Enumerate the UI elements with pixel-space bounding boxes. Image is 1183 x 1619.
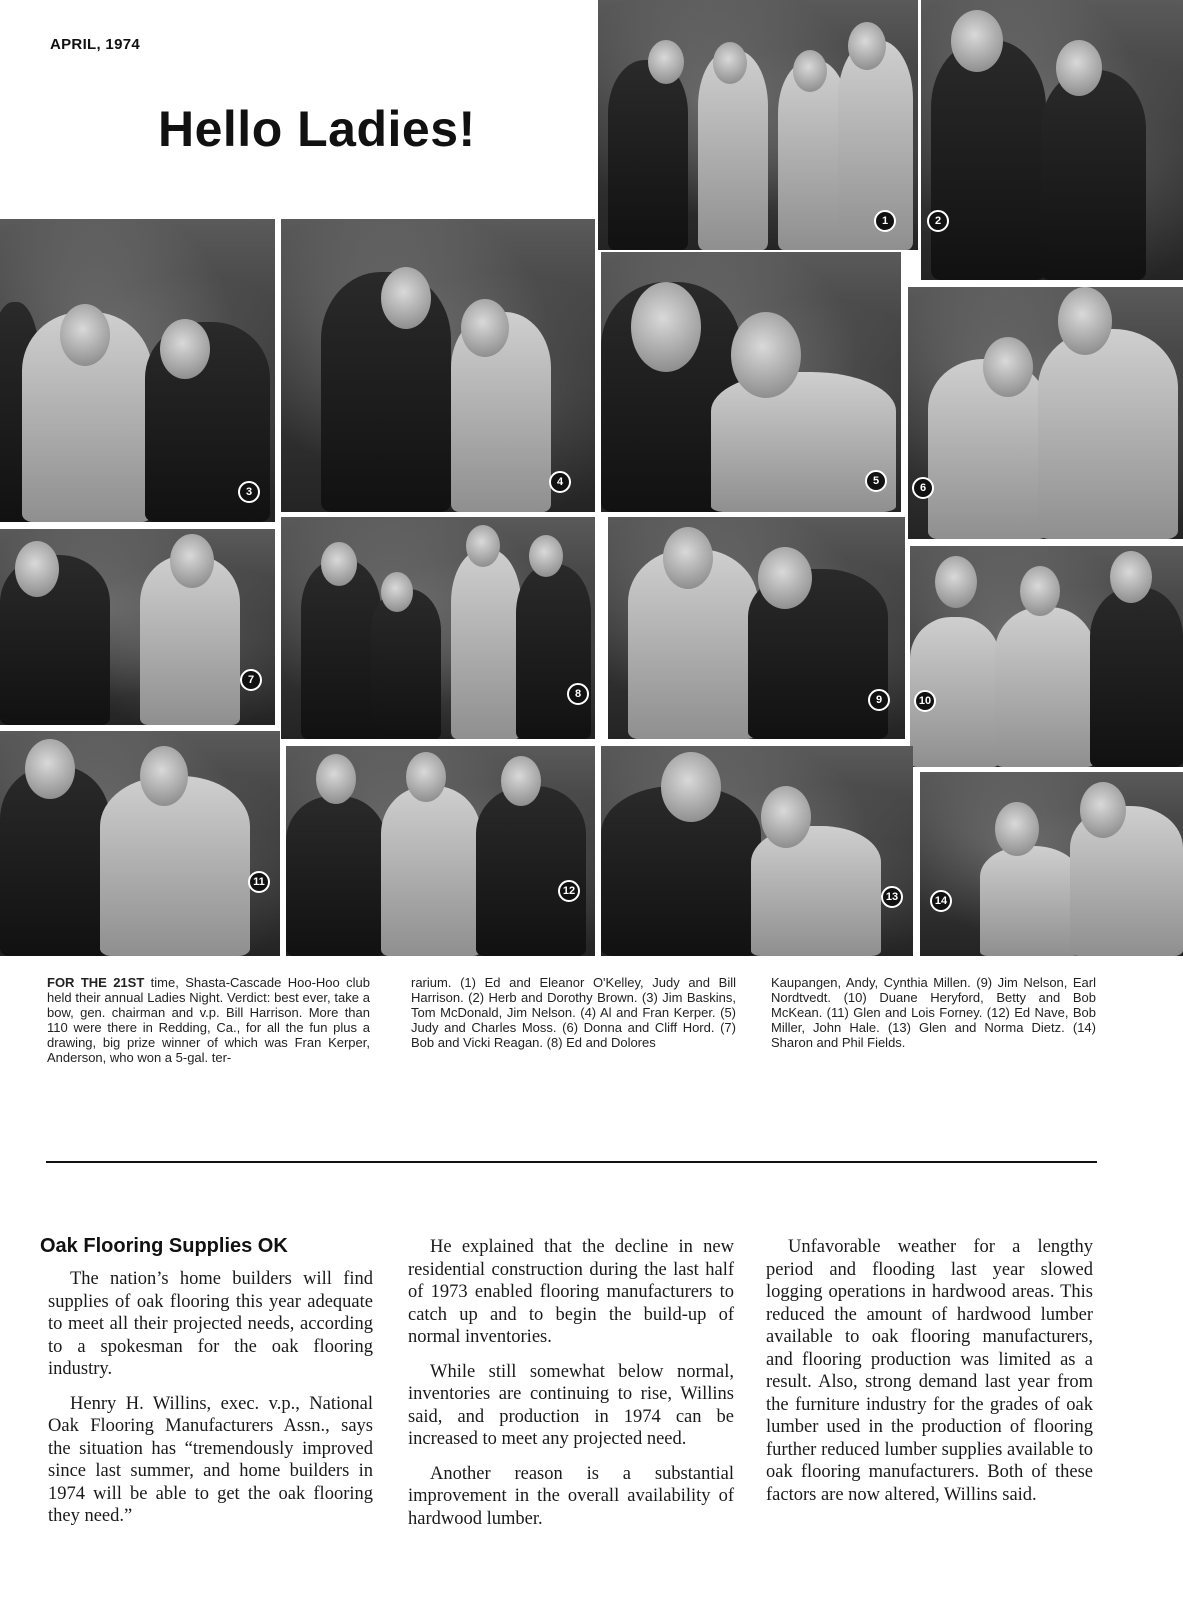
article-paragraph: Another reason is a substantial improvement in the overall availability of hardwood lumber. (408, 1463, 734, 1529)
photo-2 (921, 0, 1183, 280)
photo-13 (601, 746, 913, 956)
dateline: APRIL, 1974 (50, 36, 141, 53)
photo-6 (908, 287, 1183, 539)
article-column-3 (766, 1236, 1093, 1518)
photo-caption-col-3 (771, 975, 1096, 1050)
photo-14 (920, 772, 1183, 956)
photo-11 (0, 731, 280, 956)
article-column-2 (408, 1236, 734, 1542)
caption-text: time, Shasta-Cascade Hoo-Hoo club held their annual Ladies Night. Verdict: best ever, take a bow, gen. chairman and v.p. Bill Harrison. More than 110 were there in Redding, Ca., for all the fun plus a drawing, big prize winner of which was Fran Kerper, Anderson, who won a 5-gal. ter- (47, 975, 370, 1065)
photo-number-badge: 12 (558, 880, 580, 902)
photo-number-badge: 6 (912, 477, 934, 499)
photo-number-badge: 4 (549, 471, 571, 493)
photo-caption-col-1 (47, 975, 370, 1065)
photo-number-badge: 11 (248, 871, 270, 893)
caption-lead: FOR THE 21ST (47, 975, 145, 990)
photo-3 (0, 219, 275, 522)
photo-number-badge: 3 (238, 481, 260, 503)
article-paragraph: The nation’s home builders will find supplies of oak flooring this year adequate to meet all their projected needs, according to a spokesman for the oak flooring industry. (48, 1269, 373, 1379)
photo-number-badge: 13 (881, 886, 903, 908)
photo-9 (608, 517, 905, 739)
photo-number-badge: 2 (927, 210, 949, 232)
article-title: Oak Flooring Supplies OK (40, 1235, 288, 1257)
section-divider (46, 1161, 1097, 1163)
photo-12 (286, 746, 595, 956)
photo-number-badge: 7 (240, 669, 262, 691)
photo-8 (281, 517, 595, 739)
photo-1 (598, 0, 918, 250)
photo-10 (910, 546, 1183, 767)
photo-caption-col-2 (411, 975, 736, 1050)
photo-number-badge: 1 (874, 210, 896, 232)
article-paragraph: While still somewhat below normal, inventories are continuing to rise, Willins said, and production in 1974 can be increased to meet any projected need. (408, 1361, 734, 1449)
page-headline: Hello Ladies! (158, 101, 476, 157)
photo-7 (0, 529, 275, 725)
article-paragraph: He explained that the decline in new residential construction during the last half of 1973 enabled flooring manufacturers to catch up and to begin the build-up of normal inventories. (408, 1237, 734, 1347)
article-paragraph: Unfavorable weather for a lengthy period and flooding last year slowed logging operations in hardwood areas. This reduced the amount of hardwood lumber available to oak flooring manufacturers, and flooring production was limited as a result. Also, strong demand last year from the furniture industry for the grades of oak lumber used in the production of flooring further reduced lumber supplies available to oak flooring manufacturers. Both of these factors are now altered, Willins said. (766, 1237, 1093, 1505)
photo-5 (601, 252, 901, 512)
article-column-1 (48, 1268, 373, 1540)
photo-number-badge: 8 (567, 683, 589, 705)
photo-number-badge: 14 (930, 890, 952, 912)
photo-number-badge: 5 (865, 470, 887, 492)
caption-text: Kaupangen, Andy, Cynthia Millen. (9) Jim Nelson, Earl Nordtvedt. (10) Duane Heryford, Betty and Bob McKean. (11) Glen and Lois Forney. (12) Ed Nave, Bob Miller, John Hale. (13) Glen and Norma Dietz. (14) Sharon and Phil Fields. (771, 975, 1096, 1050)
article-paragraph: Henry H. Willins, exec. v.p., National Oak Flooring Manufacturers Assn., says the situation has “tremendously improved since last summer, and home builders in 1974 will be able to get the oak flooring they need.” (48, 1393, 373, 1526)
photo-number-badge: 9 (868, 689, 890, 711)
caption-text: rarium. (1) Ed and Eleanor O'Kelley, Judy and Bill Harrison. (2) Herb and Dorothy Brown. (3) Jim Baskins, Tom McDonald, Jim Nelson. (4) Al and Fran Kerper. (5) Judy and Charles Moss. (6) Donna and Cliff Hord. (7) Bob and Vicki Reagan. (8) Ed and Dolores (411, 975, 736, 1050)
photo-4 (281, 219, 595, 512)
photo-number-badge: 10 (914, 690, 936, 712)
